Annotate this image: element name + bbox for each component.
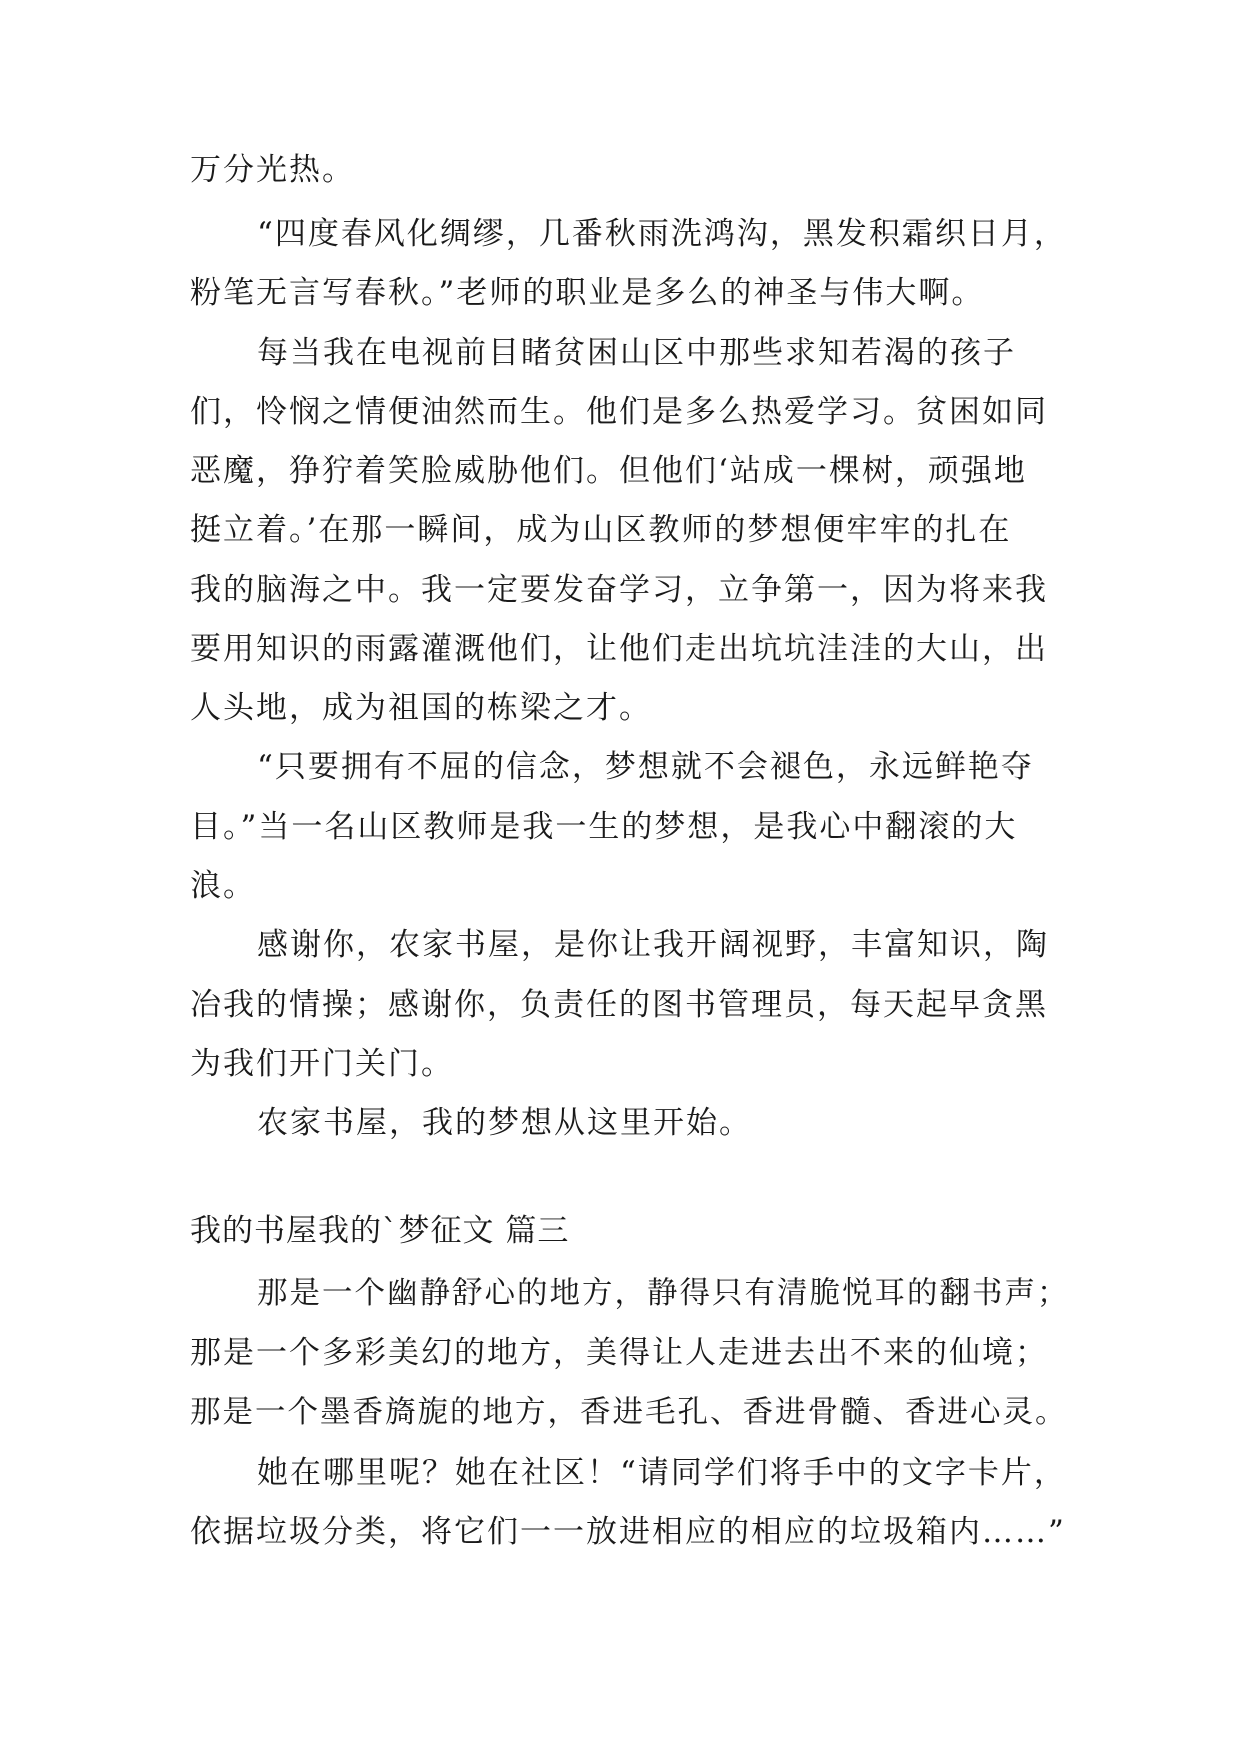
text-line: 们，怜悯之情便油然而生。他们是多么热爱学习。贫困如同 xyxy=(190,394,1048,430)
text-line: 我的脑海之中。我一定要发奋学习，立争第一，因为将来我 xyxy=(190,572,1048,608)
text-line: 恶魔，狰狞着笑脸威胁他们。但他们‘站成一棵树，顽强地 xyxy=(190,453,1027,489)
paragraph-start: 每当我在电视前目睹贫困山区中那些求知若渴的孩子 xyxy=(257,335,1016,371)
text-line: 那是一个多彩美幻的地方，美得让人走进去出不来的仙境； xyxy=(190,1335,1048,1371)
section-heading: 我的书屋我的`梦征文 篇三 xyxy=(190,1213,570,1249)
text-line: 浪。 xyxy=(190,868,256,904)
text-line: 那是一个墨香旖旎的地方，香进毛孔、香进骨髓、香进心灵。 xyxy=(190,1395,1068,1430)
paragraph-start: 农家书屋，我的梦想从这里开始。 xyxy=(257,1105,752,1141)
text-line: 冶我的情操；感谢你，负责任的图书管理员，每天起早贪黑 xyxy=(190,987,1048,1023)
paragraph-start: “只要拥有不屈的信念，梦想就不会褪色，永远鲜艳夺 xyxy=(257,749,1034,785)
paragraph-start: 感谢你，农家书屋，是你让我开阔视野，丰富知识，陶 xyxy=(257,927,1049,963)
text-line: 要用知识的雨露灌溉他们，让他们走出坑坑洼洼的大山，出 xyxy=(190,631,1048,667)
text-line: 挺立着。’在那一瞬间，成为山区教师的梦想便牢牢的扎在 xyxy=(190,512,1012,548)
text-line: 目。”当一名山区教师是我一生的梦想，是我心中翻滚的大 xyxy=(190,809,1018,845)
text-line: 粉笔无言写春秋。”老师的职业是多么的神圣与伟大啊。 xyxy=(190,275,985,311)
text-line: 人头地，成为祖国的栋梁之才。 xyxy=(190,690,652,726)
text-line: 万分光热。 xyxy=(190,152,355,188)
paragraph-start: “四度春风化绸缪，几番秋雨洗鸿沟，黑发积霜织日月， xyxy=(257,216,1067,252)
text-line: 依据垃圾分类，将它们一一放进相应的相应的垃圾箱内……” xyxy=(190,1514,1066,1550)
paragraph-start: 那是一个幽静舒心的地方，静得只有清脆悦耳的翻书声； xyxy=(257,1276,1070,1311)
text-line: 为我们开门关门。 xyxy=(190,1046,454,1082)
paragraph-start: 她在哪里呢？她在社区！“请同学们将手中的文字卡片， xyxy=(257,1455,1067,1491)
